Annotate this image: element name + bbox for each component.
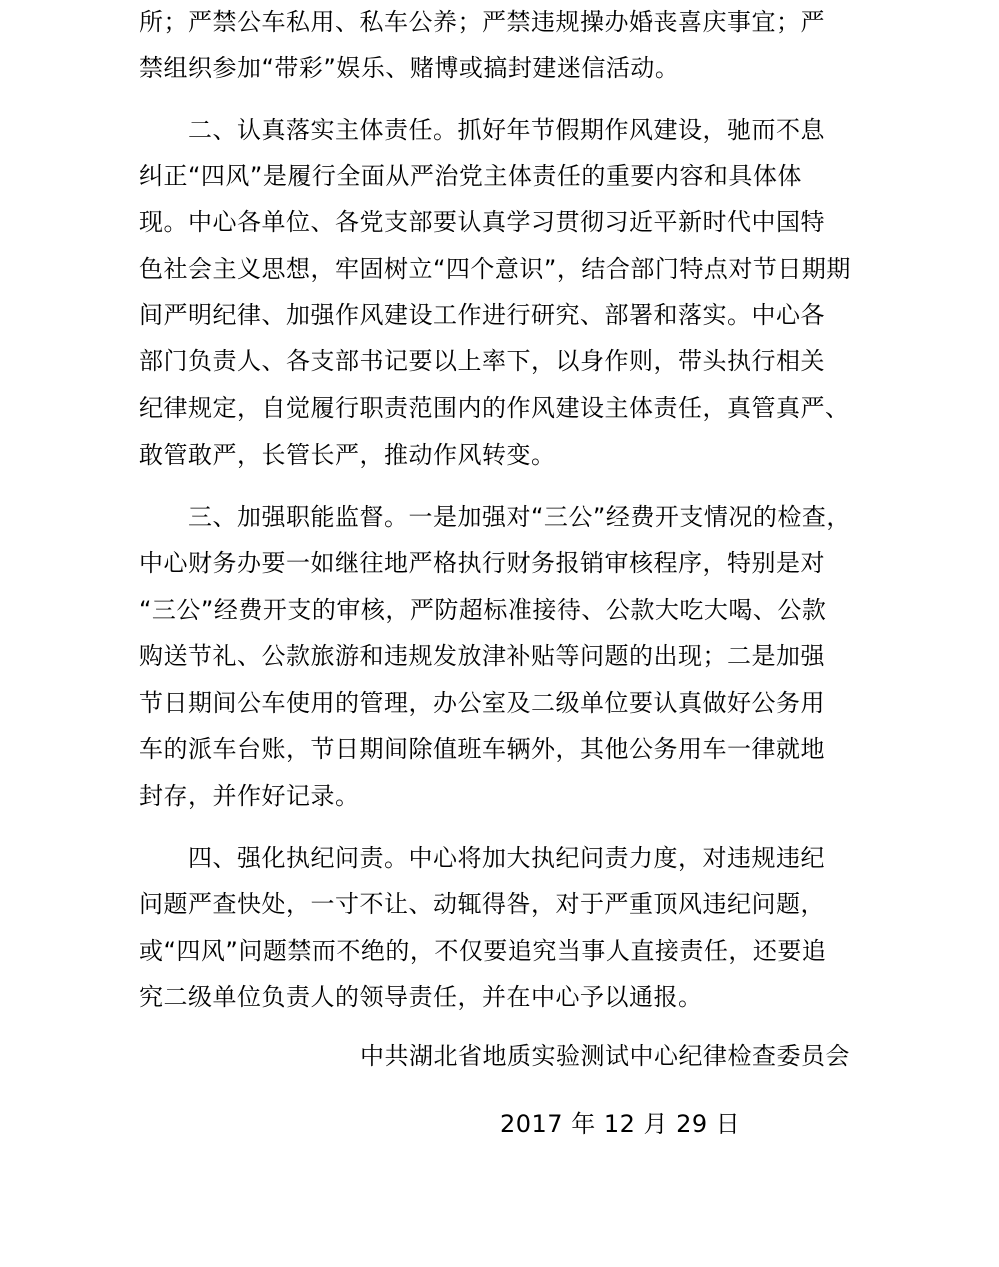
section2-line-6: 部门负责人、各支部书记要以上率下，以身作则，带头执行相关 xyxy=(139,347,825,375)
section3-line-6: 车的派车台账，节日期间除值班车辆外，其他公务用车一律就地 xyxy=(139,735,825,763)
section3-line-3: “三公”经费开支的审核，严防超标准接待、公款大吃大喝、公款 xyxy=(139,596,827,624)
intro-line-2: 禁组织参加“带彩”娱乐、赌博或搞封建迷信活动。 xyxy=(139,54,680,82)
section2-line-1: 二、认真落实主体责任。抓好年节假期作风建设，驰而不息 xyxy=(188,116,825,144)
section4-line-1: 四、强化执纪问责。中心将加大执纪问责力度，对违规违纪 xyxy=(188,844,825,872)
section2-line-4: 色社会主义思想，牢固树立“四个意识”，结合部门特点对节日期期 xyxy=(139,255,851,283)
section4-line-2: 问题严查快处，一寸不让、动辄得咎，对于严重顶风违纪问题， xyxy=(139,890,825,918)
section2-line-8: 敢管敢严，长管长严，推动作风转变。 xyxy=(139,441,556,469)
section4-line-4: 究二级单位负责人的领导责任，并在中心予以通报。 xyxy=(139,983,703,1011)
section2-line-5: 间严明纪律、加强作风建设工作进行研究、部署和落实。中心各 xyxy=(139,301,825,329)
section3-line-7: 封存，并作好记录。 xyxy=(139,782,360,810)
intro-line-1: 所；严禁公车私用、私车公养；严禁违规操办婚丧喜庆事宜；严 xyxy=(139,8,825,36)
section2-line-3: 现。中心各单位、各党支部要认真学习贯彻习近平新时代中国特 xyxy=(139,208,825,236)
section3-line-4: 购送节礼、公款旅游和违规发放津补贴等问题的出现；二是加强 xyxy=(139,642,825,670)
document-date: 2017 年 12 月 29 日 xyxy=(500,1110,741,1138)
section3-line-5: 节日期间公车使用的管理，办公室及二级单位要认真做好公务用 xyxy=(139,689,825,717)
section3-line-1: 三、加强职能监督。一是加强对“三公”经费开支情况的检查， xyxy=(188,503,851,531)
section3-line-2: 中心财务办要一如继往地严格执行财务报销审核程序，特别是对 xyxy=(139,549,825,577)
section2-line-7: 纪律规定，自觉履行职责范围内的作风建设主体责任，真管真严、 xyxy=(139,394,850,422)
section4-line-3: 或“四风”问题禁而不绝的，不仅要追究当事人直接责任，还要追 xyxy=(139,937,827,965)
section2-line-2: 纠正“四风”是履行全面从严治党主体责任的重要内容和具体体 xyxy=(139,162,802,190)
signature-organization: 中共湖北省地质实验测试中心纪律检查委员会 xyxy=(360,1042,850,1070)
